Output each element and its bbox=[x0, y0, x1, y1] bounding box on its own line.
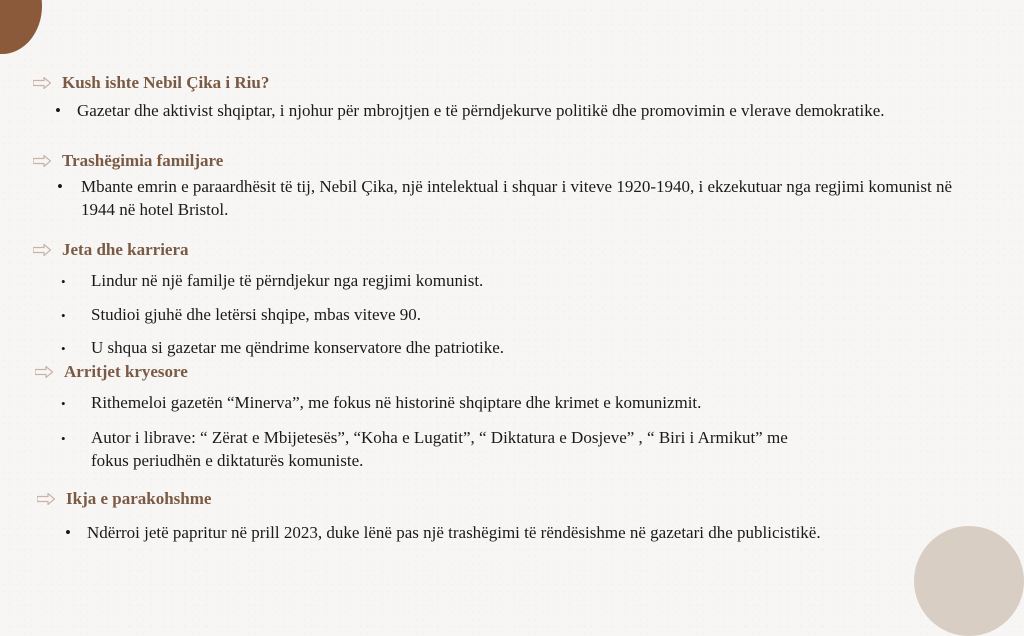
bullet-dot-icon: • bbox=[61, 341, 66, 356]
section-heading-family bbox=[33, 151, 223, 171]
double-arrow-icon bbox=[37, 493, 55, 505]
section-heading-text: Kush ishte Nebil Çika i Riu? bbox=[62, 73, 270, 92]
bullet-dot-icon: • bbox=[61, 274, 66, 289]
list-item: • Ndërroi jetë papritur në prill 2023, duke lënë pas një trashëgimi të rëndësishme në gazetari dhe publicistikë. bbox=[65, 523, 821, 542]
section-heading-achievements bbox=[35, 362, 188, 382]
section-heading-text: Ikja e parakohshme bbox=[66, 489, 212, 508]
bullet-dot-icon: • bbox=[55, 101, 61, 120]
section-heading-text: Jeta dhe karriera bbox=[62, 240, 189, 259]
bullet-dot-icon: • bbox=[61, 308, 66, 323]
list-item: • U shqua si gazetar me qëndrime konservatore dhe patriotike. bbox=[61, 336, 961, 359]
bullet-dot-icon: • bbox=[61, 431, 66, 446]
double-arrow-icon bbox=[33, 155, 51, 167]
double-arrow-icon bbox=[33, 244, 51, 256]
bullet-dot-icon: • bbox=[65, 523, 71, 542]
list-item: • Studioi gjuhë dhe letërsi shqipe, mbas viteve 90. bbox=[61, 303, 961, 326]
double-arrow-icon bbox=[33, 77, 51, 89]
double-arrow-icon bbox=[35, 366, 53, 378]
list-item: • Gazetar dhe aktivist shqiptar, i njohur për mbrojtjen e të përndjekurve politikë dhe promovimin e vlerave demokratike. bbox=[55, 101, 885, 120]
section-heading-who bbox=[33, 73, 269, 93]
decorative-circle-top-left bbox=[0, 0, 42, 54]
bullet-dot-icon: • bbox=[61, 396, 66, 411]
section-heading-life-career bbox=[33, 240, 189, 260]
list-item: • Lindur në një familje të përndjekur nga regjimi komunist. bbox=[61, 269, 961, 292]
bullet-dot-icon: • bbox=[57, 177, 63, 196]
list-item: • Mbante emrin e paraardhësit të tij, Nebil Çika, një intelektual i shquar i viteve 1920-1940, i ekzekutuar nga regjimi komunist në 1944 në hotel Bristol. bbox=[57, 177, 953, 219]
list-item: • Autor i librave: “ Zërat e Mbijetesës”, “Koha e Lugatit”, “ Diktatura e Dosjeve” , “ Biri i Armikut” me fokus periudhën e diktaturës komuniste. bbox=[61, 428, 788, 470]
list-item: • Rithemeloi gazetën “Minerva”, me fokus në historinë shqiptare dhe krimet e komunizmit. bbox=[61, 391, 961, 414]
section-heading-early-departure bbox=[37, 489, 211, 509]
section-heading-text: Arritjet kryesore bbox=[64, 362, 188, 381]
section-heading-text: Trashëgimia familjare bbox=[62, 151, 224, 170]
